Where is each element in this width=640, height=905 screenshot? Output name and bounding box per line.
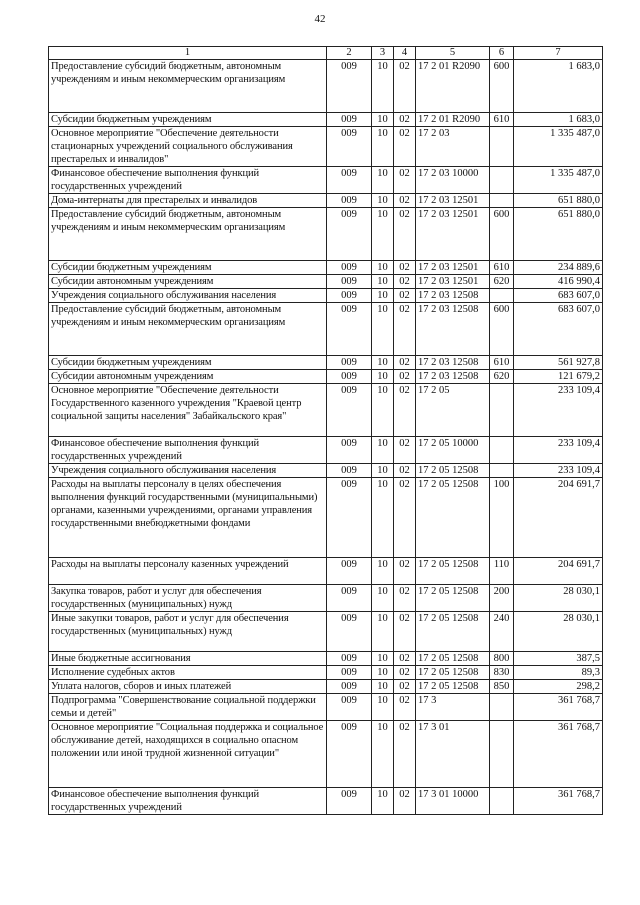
row-name: Субсидии автономным учреждениям [49, 370, 327, 384]
row-target-article: 17 2 05 12508 [416, 558, 490, 585]
table-row [49, 585, 603, 612]
table-row [49, 666, 603, 680]
row-name: Закупка товаров, работ и услуг для обеспечения государственных (муниципальных) нужд [49, 585, 327, 612]
row-ministry-code: 009 [327, 478, 372, 558]
row-target-article: 17 2 05 12508 [416, 666, 490, 680]
row-expense-type: 830 [490, 666, 514, 680]
column-header: 4 [394, 47, 416, 60]
row-amount: 204 691,7 [514, 478, 603, 558]
row-target-article: 17 3 [416, 694, 490, 721]
row-subsection-code: 02 [394, 194, 416, 208]
row-subsection-code: 02 [394, 275, 416, 289]
page-number: 42 [314, 13, 326, 25]
row-expense-type [490, 384, 514, 437]
row-section-code: 10 [372, 356, 394, 370]
row-subsection-code: 02 [394, 680, 416, 694]
row-ministry-code: 009 [327, 384, 372, 437]
row-name: Расходы на выплаты персоналу в целях обеспечения выполнения функций государственными (муниципальными) органами, казенными учреждениями, органами управления государственными внебюджетными фондами [49, 478, 327, 558]
table-row [49, 113, 603, 127]
row-ministry-code: 009 [327, 275, 372, 289]
row-name: Предоставление субсидий бюджетным, автономным учреждениям и иным некоммерческим организациям [49, 60, 327, 113]
row-subsection-code: 02 [394, 208, 416, 261]
row-target-article: 17 2 01 R2090 [416, 113, 490, 127]
row-expense-type: 200 [490, 585, 514, 612]
row-target-article: 17 2 05 12508 [416, 612, 490, 652]
row-subsection-code: 02 [394, 303, 416, 356]
row-ministry-code: 009 [327, 558, 372, 585]
row-amount: 28 030,1 [514, 585, 603, 612]
row-subsection-code: 02 [394, 558, 416, 585]
row-expense-type: 620 [490, 275, 514, 289]
column-header: 6 [490, 47, 514, 60]
row-name: Основное мероприятие "Обеспечение деятельности стационарных учреждений социального обслуживания престарелых и инвалидов" [49, 127, 327, 167]
row-target-article: 17 2 05 12508 [416, 652, 490, 666]
row-subsection-code: 02 [394, 370, 416, 384]
row-target-article: 17 2 03 12501 [416, 261, 490, 275]
row-expense-type [490, 289, 514, 303]
row-expense-type: 850 [490, 680, 514, 694]
row-subsection-code: 02 [394, 721, 416, 788]
row-name: Финансовое обеспечение выполнения функций государственных учреждений [49, 167, 327, 194]
row-ministry-code: 009 [327, 652, 372, 666]
table-row [49, 384, 603, 437]
row-target-article: 17 2 03 [416, 127, 490, 167]
row-amount: 683 607,0 [514, 289, 603, 303]
row-amount: 361 768,7 [514, 788, 603, 815]
row-amount: 121 679,2 [514, 370, 603, 384]
row-subsection-code: 02 [394, 652, 416, 666]
row-expense-type: 110 [490, 558, 514, 585]
row-expense-type [490, 788, 514, 815]
budget-table [48, 46, 603, 815]
row-ministry-code: 009 [327, 261, 372, 275]
row-ministry-code: 009 [327, 127, 372, 167]
row-expense-type [490, 437, 514, 464]
column-header: 2 [327, 47, 372, 60]
row-expense-type: 620 [490, 370, 514, 384]
row-name: Дома-интернаты для престарелых и инвалидов [49, 194, 327, 208]
row-subsection-code: 02 [394, 127, 416, 167]
row-name: Финансовое обеспечение выполнения функций государственных учреждений [49, 437, 327, 464]
row-section-code: 10 [372, 680, 394, 694]
row-section-code: 10 [372, 303, 394, 356]
row-amount: 1 683,0 [514, 60, 603, 113]
row-subsection-code: 02 [394, 113, 416, 127]
row-section-code: 10 [372, 194, 394, 208]
row-expense-type: 610 [490, 113, 514, 127]
row-subsection-code: 02 [394, 289, 416, 303]
table-row [49, 208, 603, 261]
row-expense-type [490, 127, 514, 167]
row-ministry-code: 009 [327, 370, 372, 384]
table-row [49, 721, 603, 788]
row-amount: 233 109,4 [514, 437, 603, 464]
row-target-article: 17 2 05 12508 [416, 585, 490, 612]
row-expense-type: 610 [490, 356, 514, 370]
table-row [49, 275, 603, 289]
row-section-code: 10 [372, 127, 394, 167]
row-name: Учреждения социального обслуживания населения [49, 464, 327, 478]
table-row [49, 60, 603, 113]
row-target-article: 17 2 05 10000 [416, 437, 490, 464]
row-section-code: 10 [372, 558, 394, 585]
table-row [49, 167, 603, 194]
row-subsection-code: 02 [394, 356, 416, 370]
row-name: Расходы на выплаты персоналу казенных учреждений [49, 558, 327, 585]
row-amount: 28 030,1 [514, 612, 603, 652]
row-amount: 561 927,8 [514, 356, 603, 370]
table-row [49, 289, 603, 303]
row-amount: 651 880,0 [514, 194, 603, 208]
table-row [49, 261, 603, 275]
row-amount: 233 109,4 [514, 464, 603, 478]
table-row [49, 127, 603, 167]
row-ministry-code: 009 [327, 113, 372, 127]
row-name: Основное мероприятие "Социальная поддержка и социальное обслуживание детей, находящихся в социально опасном положении или иной трудной жизненной ситуации" [49, 721, 327, 788]
row-section-code: 10 [372, 60, 394, 113]
row-target-article: 17 2 03 12501 [416, 208, 490, 261]
table-row [49, 788, 603, 815]
row-amount: 361 768,7 [514, 694, 603, 721]
row-subsection-code: 02 [394, 585, 416, 612]
row-section-code: 10 [372, 666, 394, 680]
table-row [49, 464, 603, 478]
row-target-article: 17 2 03 10000 [416, 167, 490, 194]
row-name: Подпрограмма "Совершенствование социальной поддержки семьи и детей" [49, 694, 327, 721]
row-section-code: 10 [372, 275, 394, 289]
row-section-code: 10 [372, 384, 394, 437]
table-row [49, 558, 603, 585]
row-ministry-code: 009 [327, 680, 372, 694]
row-ministry-code: 009 [327, 208, 372, 261]
row-expense-type [490, 194, 514, 208]
row-section-code: 10 [372, 261, 394, 275]
row-section-code: 10 [372, 113, 394, 127]
row-expense-type: 240 [490, 612, 514, 652]
row-ministry-code: 009 [327, 464, 372, 478]
row-name: Предоставление субсидий бюджетным, автономным учреждениям и иным некоммерческим организациям [49, 208, 327, 261]
row-subsection-code: 02 [394, 384, 416, 437]
row-amount: 204 691,7 [514, 558, 603, 585]
row-amount: 89,3 [514, 666, 603, 680]
row-name: Субсидии бюджетным учреждениям [49, 261, 327, 275]
column-header: 3 [372, 47, 394, 60]
row-section-code: 10 [372, 437, 394, 464]
row-amount: 416 990,4 [514, 275, 603, 289]
row-section-code: 10 [372, 289, 394, 303]
row-ministry-code: 009 [327, 437, 372, 464]
row-expense-type [490, 694, 514, 721]
row-subsection-code: 02 [394, 478, 416, 558]
table-row [49, 652, 603, 666]
row-target-article: 17 2 05 12508 [416, 680, 490, 694]
row-section-code: 10 [372, 788, 394, 815]
column-header: 7 [514, 47, 603, 60]
row-expense-type: 600 [490, 303, 514, 356]
row-section-code: 10 [372, 167, 394, 194]
row-target-article: 17 2 03 12508 [416, 370, 490, 384]
row-section-code: 10 [372, 694, 394, 721]
row-subsection-code: 02 [394, 788, 416, 815]
row-ministry-code: 009 [327, 303, 372, 356]
row-name: Основное мероприятие "Обеспечение деятельности Государственного казенного учреждения "Краевой центр социальной защиты населения" Забайкальского края" [49, 384, 327, 437]
row-target-article: 17 2 03 12508 [416, 289, 490, 303]
row-amount: 233 109,4 [514, 384, 603, 437]
row-amount: 361 768,7 [514, 721, 603, 788]
row-subsection-code: 02 [394, 694, 416, 721]
row-subsection-code: 02 [394, 612, 416, 652]
row-name: Предоставление субсидий бюджетным, автономным учреждениям и иным некоммерческим организациям [49, 303, 327, 356]
row-name: Субсидии бюджетным учреждениям [49, 113, 327, 127]
table-row [49, 680, 603, 694]
row-section-code: 10 [372, 370, 394, 384]
row-amount: 234 889,6 [514, 261, 603, 275]
row-target-article: 17 3 01 [416, 721, 490, 788]
table-row [49, 303, 603, 356]
row-expense-type: 600 [490, 208, 514, 261]
row-ministry-code: 009 [327, 666, 372, 680]
row-target-article: 17 2 03 12508 [416, 356, 490, 370]
row-target-article: 17 2 05 [416, 384, 490, 437]
row-ministry-code: 009 [327, 788, 372, 815]
row-subsection-code: 02 [394, 666, 416, 680]
row-expense-type [490, 721, 514, 788]
row-target-article: 17 2 05 12508 [416, 478, 490, 558]
row-name: Исполнение судебных актов [49, 666, 327, 680]
row-ministry-code: 009 [327, 694, 372, 721]
row-name: Иные закупки товаров, работ и услуг для обеспечения государственных (муниципальных) нужд [49, 612, 327, 652]
row-ministry-code: 009 [327, 194, 372, 208]
row-subsection-code: 02 [394, 167, 416, 194]
row-ministry-code: 009 [327, 721, 372, 788]
row-name: Субсидии автономным учреждениям [49, 275, 327, 289]
table-row [49, 478, 603, 558]
row-subsection-code: 02 [394, 60, 416, 113]
row-section-code: 10 [372, 721, 394, 788]
row-section-code: 10 [372, 585, 394, 612]
row-section-code: 10 [372, 652, 394, 666]
row-amount: 1 335 487,0 [514, 167, 603, 194]
row-name: Иные бюджетные ассигнования [49, 652, 327, 666]
table-row [49, 612, 603, 652]
table-row [49, 356, 603, 370]
row-expense-type: 610 [490, 261, 514, 275]
row-target-article: 17 2 05 12508 [416, 464, 490, 478]
row-section-code: 10 [372, 612, 394, 652]
row-target-article: 17 2 01 R2090 [416, 60, 490, 113]
row-subsection-code: 02 [394, 437, 416, 464]
row-subsection-code: 02 [394, 464, 416, 478]
table-row [49, 194, 603, 208]
row-ministry-code: 009 [327, 585, 372, 612]
row-ministry-code: 009 [327, 167, 372, 194]
row-amount: 651 880,0 [514, 208, 603, 261]
row-amount: 1 683,0 [514, 113, 603, 127]
row-amount: 298,2 [514, 680, 603, 694]
row-subsection-code: 02 [394, 261, 416, 275]
row-amount: 1 335 487,0 [514, 127, 603, 167]
row-amount: 683 607,0 [514, 303, 603, 356]
row-expense-type: 100 [490, 478, 514, 558]
row-target-article: 17 3 01 10000 [416, 788, 490, 815]
row-ministry-code: 009 [327, 289, 372, 303]
column-number-row [49, 47, 603, 60]
row-target-article: 17 2 03 12501 [416, 194, 490, 208]
table-row [49, 370, 603, 384]
row-ministry-code: 009 [327, 60, 372, 113]
table-row [49, 437, 603, 464]
table-row [49, 694, 603, 721]
row-expense-type: 800 [490, 652, 514, 666]
row-name: Учреждения социального обслуживания населения [49, 289, 327, 303]
row-target-article: 17 2 03 12501 [416, 275, 490, 289]
row-expense-type: 600 [490, 60, 514, 113]
row-ministry-code: 009 [327, 356, 372, 370]
row-expense-type [490, 167, 514, 194]
table-body [49, 60, 603, 815]
column-header: 1 [49, 47, 327, 60]
row-expense-type [490, 464, 514, 478]
row-amount: 387,5 [514, 652, 603, 666]
row-ministry-code: 009 [327, 612, 372, 652]
column-header: 5 [416, 47, 490, 60]
row-section-code: 10 [372, 464, 394, 478]
row-target-article: 17 2 03 12508 [416, 303, 490, 356]
row-section-code: 10 [372, 208, 394, 261]
row-name: Уплата налогов, сборов и иных платежей [49, 680, 327, 694]
row-name: Финансовое обеспечение выполнения функций государственных учреждений [49, 788, 327, 815]
row-section-code: 10 [372, 478, 394, 558]
row-name: Субсидии бюджетным учреждениям [49, 356, 327, 370]
